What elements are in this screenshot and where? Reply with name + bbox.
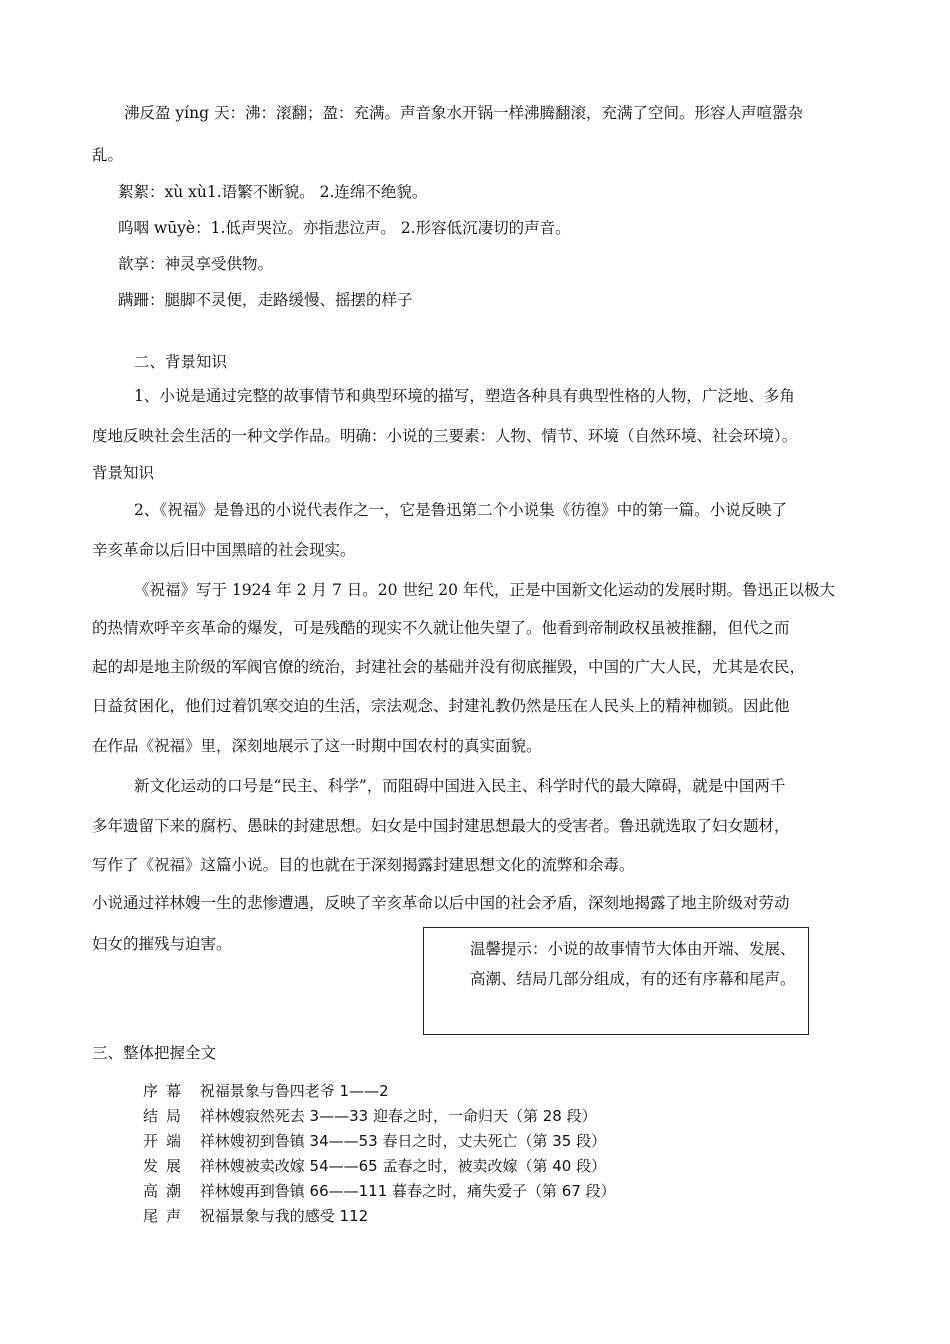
s2-p2-line-1: 2、《祝福》是鲁迅的小说代表作之一，它是鲁迅第二个小说集《彷徨》中的第一篇。小说反映了 <box>134 501 788 519</box>
s2-p5-line-2: 妇女的摧残与迫害。 <box>92 935 232 953</box>
structure-row <box>143 1205 368 1226</box>
structure-part: 高潮 <box>143 1182 190 1200</box>
s2-p3-line-5: 在作品《祝福》里，深刻地展示了这一时期中国农村的真实面貌。 <box>92 737 542 755</box>
vocab-line-6: 蹒跚：腿脚不灵便，走路缓慢、摇摆的样子 <box>118 291 413 309</box>
s2-p5-line-1: 小说通过祥林嫂一生的悲惨遭遇，反映了辛亥革命以后中国的社会矛盾，深刻地揭露了地主阶级对劳动 <box>92 894 790 912</box>
s2-p3-line-3: 起的却是地主阶级的军阀官僚的统治，封建社会的基础并没有彻底摧毁，中国的广大人民，尤其是农民， <box>92 658 806 676</box>
s2-p1-line-2: 度地反映社会生活的一种文学作品。明确：小说的三要素：人物、情节、环境（自然环境、社会环境）。 <box>92 427 798 445</box>
s2-p3-line-1: 《祝福》写于 1924 年 2 月 7 日。20 世纪 20 年代，正是中国新文化运动的发展时期。鲁迅正以极大 <box>134 581 835 599</box>
vocab-line-4: 呜咽 wūyè：1.低声哭泣。亦指悲泣声。 2.形容低沉凄切的声音。 <box>118 219 571 237</box>
structure-row <box>143 1155 606 1176</box>
s2-p3-line-2: 的热情欢呼辛亥革命的爆发，可是残酷的现实不久就让他失望了。他看到帝制政权虽被推翻，但代之而 <box>92 619 790 637</box>
tip-box-text: 温馨提示：小说的故事情节大体由开端、发展、高潮、结局几部分组成，有的还有序幕和尾声。 <box>470 940 796 988</box>
structure-desc: 祥林嫂初到鲁镇 34——53 春日之时，丈夫死亡（第 35 段） <box>199 1132 607 1150</box>
tip-box <box>423 927 809 1035</box>
s2-p3-line-4: 日益贫困化，他们过着饥寒交迫的生活，宗法观念、封建礼教仍然是压在人民头上的精神枷锁。因此他 <box>92 697 790 715</box>
structure-row <box>143 1080 389 1101</box>
structure-row <box>143 1180 616 1201</box>
structure-part: 结局 <box>143 1107 190 1125</box>
structure-part: 尾声 <box>143 1207 190 1225</box>
s2-p4-line-3: 写作了《祝福》这篇小说。目的也就在于深刻揭露封建思想文化的流弊和余毒。 <box>92 856 635 874</box>
vocab-line-5: 歆享：神灵享受供物。 <box>118 255 274 273</box>
s2-p1-line-1: 1、小说是通过完整的故事情节和典型环境的描写，塑造各种具有典型性格的人物，广泛地、多角 <box>134 387 795 405</box>
section2-heading: 二、背景知识 <box>134 353 228 371</box>
s2-p4-line-1: 新文化运动的口号是“民主、科学”，而阻碍中国进入民主、科学时代的最大障碍，就是中国两千 <box>134 777 786 795</box>
structure-part: 发展 <box>143 1157 190 1175</box>
structure-row <box>143 1105 597 1126</box>
s2-p2-line-2: 辛亥革命以后旧中国黑暗的社会现实。 <box>92 541 356 559</box>
structure-desc: 祝福景象与我的感受 112 <box>199 1207 369 1225</box>
section3-heading: 三、整体把握全文 <box>92 1044 217 1062</box>
vocab-line-1: 沸反盈 yíng 天：沸：滚翻；盈：充满。声音象水开锅一样沸腾翻滚，充满了空间。形容人声喧嚣杂 <box>124 104 803 122</box>
structure-part: 序幕 <box>143 1082 190 1100</box>
vocab-line-3: 絮絮：xù xù1.语繁不断貌。 2.连绵不绝貌。 <box>118 183 428 201</box>
s2-p1-line-3: 背景知识 <box>92 464 155 482</box>
s2-p4-line-2: 多年遗留下来的腐朽、愚昧的封建思想。妇女是中国封建思想最大的受害者。鲁迅就选取了妇女题材， <box>92 817 790 835</box>
structure-desc: 祝福景象与鲁四老爷 1——2 <box>199 1082 389 1100</box>
structure-desc: 祥林嫂寂然死去 3——33 迎春之时，一命归天（第 28 段） <box>199 1107 597 1125</box>
vocab-line-2: 乱。 <box>92 146 124 164</box>
structure-row <box>143 1130 606 1151</box>
structure-desc: 祥林嫂再到鲁镇 66——111 暮春之时，痛失爱子（第 67 段） <box>199 1182 616 1200</box>
structure-part: 开端 <box>143 1132 190 1150</box>
structure-desc: 祥林嫂被卖改嫁 54——65 孟春之时，被卖改嫁（第 40 段） <box>199 1157 607 1175</box>
